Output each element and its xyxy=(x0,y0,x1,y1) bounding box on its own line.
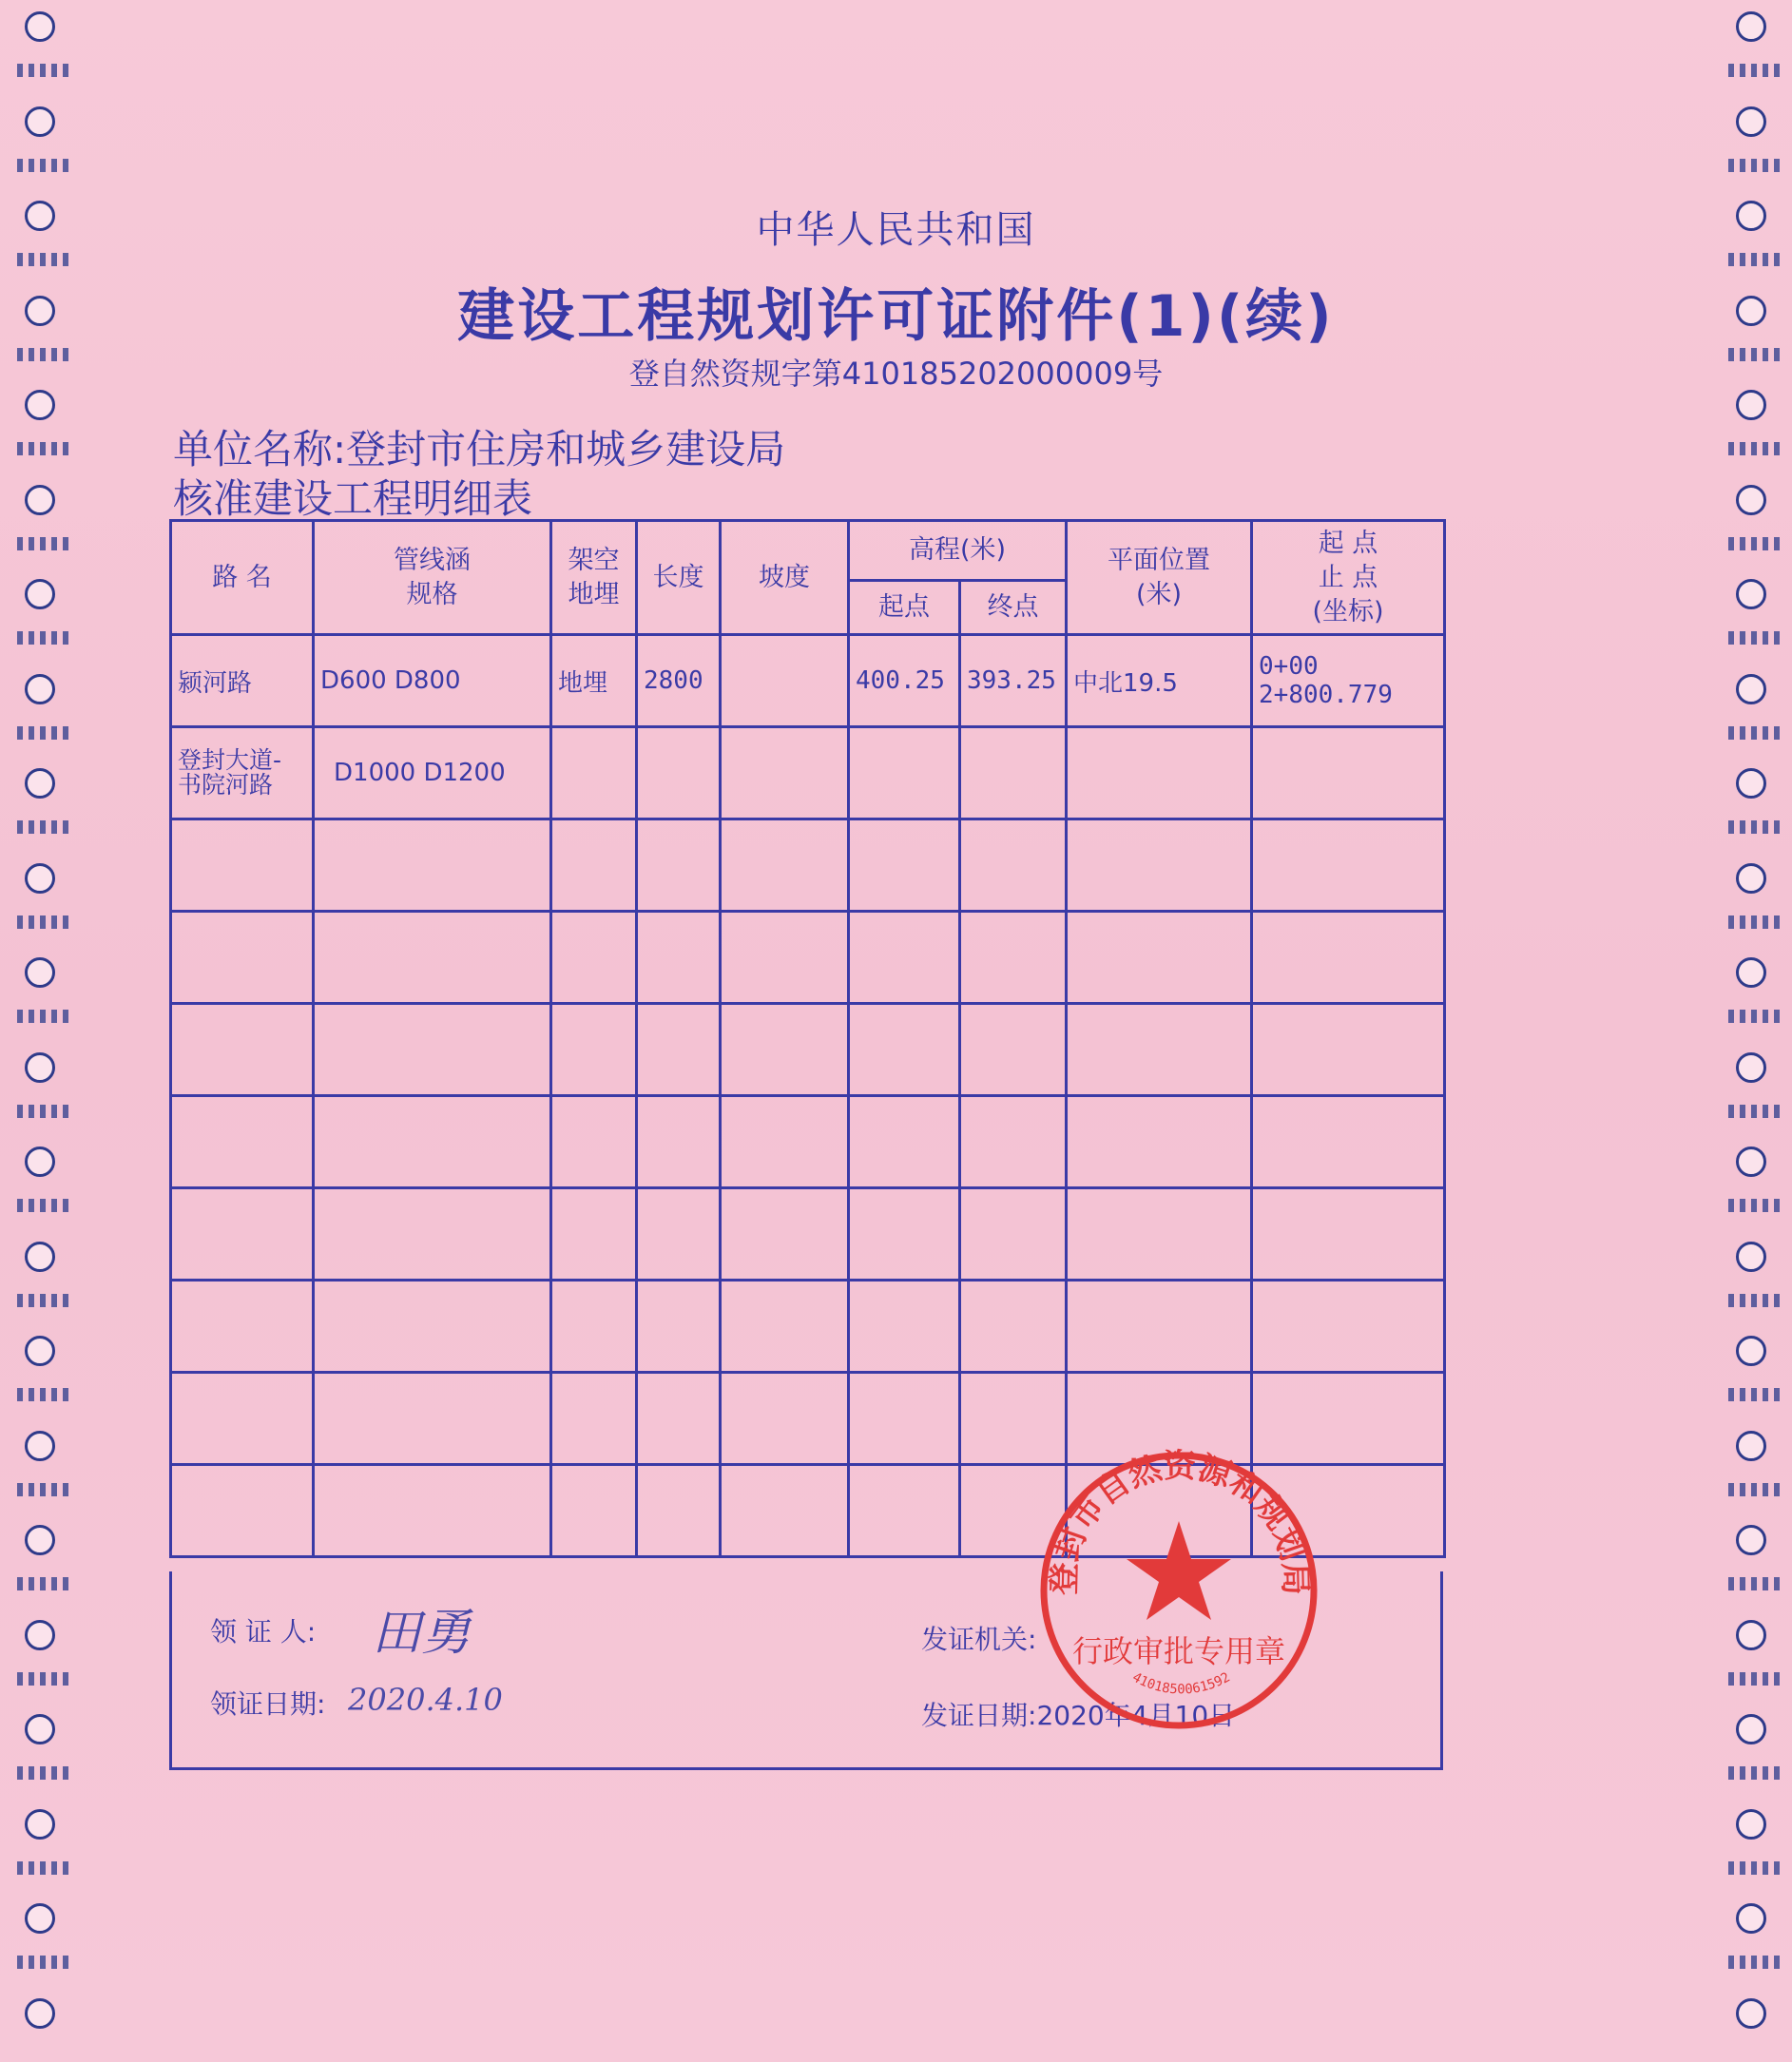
feed-hole xyxy=(1736,1242,1766,1272)
cell-empty xyxy=(1067,1096,1252,1188)
header-laying-line1: 架空 xyxy=(568,545,620,575)
feed-hole xyxy=(25,579,55,609)
feed-hole xyxy=(25,674,55,704)
cell-empty xyxy=(314,1281,551,1373)
feed-hole xyxy=(1736,1714,1766,1744)
cell-empty xyxy=(171,1281,314,1373)
header-spec-line2: 规格 xyxy=(406,579,458,609)
feed-hole xyxy=(25,768,55,799)
cell-spec: D600 D800 xyxy=(314,635,551,727)
perforation-mark xyxy=(17,159,74,172)
perforation-mark xyxy=(1728,726,1785,740)
perforation-mark xyxy=(1728,1956,1785,1969)
cell-empty xyxy=(551,819,637,912)
header-coordinates xyxy=(1252,521,1445,635)
seal-code: 4101850061592 xyxy=(1129,1669,1233,1698)
header-slope: 坡度 xyxy=(721,521,849,635)
feed-hole xyxy=(25,106,55,137)
cell-empty xyxy=(171,1188,314,1281)
table-row xyxy=(171,635,1445,727)
perforation-mark xyxy=(17,915,74,929)
cell-empty xyxy=(721,819,849,912)
cell-empty xyxy=(960,912,1067,1004)
header-row xyxy=(171,521,1445,581)
cell-elev-end: 393.25 xyxy=(960,635,1067,727)
perforation-mark xyxy=(17,1294,74,1307)
feed-hole xyxy=(1736,1903,1766,1934)
cell-empty xyxy=(960,1281,1067,1373)
table-row-empty xyxy=(171,1188,1445,1281)
unit-name: 登封市住房和城乡建设局 xyxy=(346,426,786,472)
feed-hole xyxy=(25,485,55,515)
cell-empty xyxy=(314,1188,551,1281)
perforation-mark xyxy=(17,1105,74,1118)
cell-empty xyxy=(171,1096,314,1188)
cell-empty xyxy=(1252,912,1445,1004)
feed-hole xyxy=(1736,579,1766,609)
perforation-mark xyxy=(1728,1766,1785,1780)
cell-coordinates xyxy=(1252,635,1445,727)
cell-empty xyxy=(551,1004,637,1096)
cell-coord-start: 0+00 xyxy=(1259,652,1319,681)
perforation-mark xyxy=(17,64,74,77)
cell-empty xyxy=(849,1188,960,1281)
cell-empty xyxy=(314,1465,551,1557)
cell-empty xyxy=(1067,912,1252,1004)
feed-hole xyxy=(1736,863,1766,894)
feed-hole xyxy=(1736,390,1766,420)
cell-empty xyxy=(960,727,1067,819)
perforation-mark xyxy=(17,1861,74,1875)
feed-hole xyxy=(1736,1809,1766,1840)
cell-empty xyxy=(849,1465,960,1557)
issue-date-label-text: 发证日期: xyxy=(921,1700,1037,1731)
cell-empty xyxy=(171,819,314,912)
perforation-mark xyxy=(17,442,74,455)
cell-empty xyxy=(960,819,1067,912)
perforation-mark xyxy=(17,631,74,645)
header-coord-line1: 起 点 xyxy=(1318,528,1378,558)
unit-name-line xyxy=(173,418,785,475)
cell-empty xyxy=(551,1188,637,1281)
header-road: 路 名 xyxy=(171,521,314,635)
header-elev-start: 起点 xyxy=(849,581,960,635)
feed-hole xyxy=(1736,1147,1766,1177)
issue-date: 2020年4月10日 xyxy=(1036,1700,1236,1731)
cell-empty xyxy=(721,912,849,1004)
cell-empty xyxy=(1252,1004,1445,1096)
perforation-mark xyxy=(1728,820,1785,834)
perforation-mark xyxy=(17,726,74,740)
feed-hole xyxy=(1736,106,1766,137)
perforation-mark xyxy=(17,253,74,266)
feed-hole xyxy=(1736,674,1766,704)
cell-empty xyxy=(1252,819,1445,912)
cell-empty xyxy=(849,1281,960,1373)
feed-hole xyxy=(25,1525,55,1555)
perforation-mark xyxy=(1728,1577,1785,1590)
cell-empty xyxy=(1067,819,1252,912)
cell-coord-end: 2+800.779 xyxy=(1259,681,1393,709)
feed-hole xyxy=(25,1052,55,1083)
header-position-line2: (米) xyxy=(1135,579,1183,609)
feed-hole xyxy=(25,1242,55,1272)
header-laying-line2: 地埋 xyxy=(568,579,620,609)
perforation-mark xyxy=(17,1199,74,1212)
cell-empty xyxy=(849,1004,960,1096)
cell-empty xyxy=(637,1004,721,1096)
feed-hole xyxy=(25,1620,55,1650)
cell-empty xyxy=(171,1465,314,1557)
feed-hole xyxy=(25,1714,55,1744)
feed-hole xyxy=(25,1998,55,2029)
feed-hole xyxy=(1736,1052,1766,1083)
receiver-label: 领 证 人: xyxy=(210,1616,317,1648)
cell-empty xyxy=(314,1373,551,1465)
perforation-mark xyxy=(17,1956,74,1969)
cell-empty xyxy=(314,912,551,1004)
feed-hole xyxy=(25,1809,55,1840)
cell-empty xyxy=(721,1096,849,1188)
cell-empty xyxy=(637,1281,721,1373)
feed-hole xyxy=(1736,1336,1766,1366)
cell-spec: D1000 D1200 xyxy=(314,727,551,819)
unit-label: 单位名称: xyxy=(173,426,347,472)
header-elev-end: 终点 xyxy=(960,581,1067,635)
header-coord-line3: (坐标) xyxy=(1312,596,1384,626)
cell-road xyxy=(171,727,314,819)
feed-hole xyxy=(1736,1431,1766,1461)
cell-road-line2: 书院河路 xyxy=(178,771,274,799)
cell-empty xyxy=(849,1096,960,1188)
perforation-mark xyxy=(17,1577,74,1590)
feed-hole xyxy=(1736,1998,1766,2029)
cell-slope xyxy=(721,635,849,727)
feed-hole xyxy=(25,957,55,988)
official-seal xyxy=(1031,1443,1326,1738)
detail-table-title: 核准建设工程明细表 xyxy=(173,475,533,522)
table-row-empty xyxy=(171,819,1445,912)
cell-elev-start: 400.25 xyxy=(849,635,960,727)
cell-empty xyxy=(637,1465,721,1557)
cell-empty xyxy=(1252,1281,1445,1373)
feed-hole xyxy=(1736,1525,1766,1555)
table-row xyxy=(171,727,1445,819)
cell-empty xyxy=(637,1096,721,1188)
cell-empty xyxy=(721,1281,849,1373)
cell-empty xyxy=(171,1004,314,1096)
header-coord-line2: 止 点 xyxy=(1318,562,1378,592)
seal-purpose: 行政审批专用章 xyxy=(1071,1633,1286,1669)
cell-empty xyxy=(314,1004,551,1096)
cell-empty xyxy=(721,727,849,819)
cell-empty xyxy=(1067,1188,1252,1281)
cell-road-line1: 登封大道- xyxy=(178,746,282,774)
header-elevation: 高程(米) xyxy=(849,521,1067,581)
feed-hole xyxy=(1736,1620,1766,1650)
perforation-mark xyxy=(1728,537,1785,550)
cell-empty xyxy=(1252,1096,1445,1188)
cell-empty xyxy=(551,1465,637,1557)
cell-empty xyxy=(721,1465,849,1557)
country-heading: 中华人民共和国 xyxy=(756,208,1036,252)
star-icon xyxy=(1127,1521,1231,1620)
cell-empty xyxy=(849,912,960,1004)
cell-empty xyxy=(960,1096,1067,1188)
cell-empty xyxy=(551,912,637,1004)
perforation-mark xyxy=(17,1010,74,1023)
issuer-label: 发证机关: xyxy=(921,1624,1037,1655)
table-row-empty xyxy=(171,1096,1445,1188)
cell-empty xyxy=(1252,1188,1445,1281)
cell-empty xyxy=(1067,1281,1252,1373)
receive-date-label: 领证日期: xyxy=(210,1688,326,1720)
perforation-mark xyxy=(17,1672,74,1686)
cell-empty xyxy=(1067,727,1252,819)
feed-hole xyxy=(25,1903,55,1934)
feed-hole xyxy=(1736,11,1766,42)
perforation-mark xyxy=(1728,442,1785,455)
perforation-mark xyxy=(1728,159,1785,172)
cell-empty xyxy=(721,1188,849,1281)
perforation-mark xyxy=(1728,253,1785,266)
seal-code-text xyxy=(1129,1669,1232,1697)
perforation-mark xyxy=(1728,631,1785,645)
perforation-mark xyxy=(1728,1388,1785,1401)
cell-empty xyxy=(849,819,960,912)
cell-empty xyxy=(721,1004,849,1096)
cell-empty xyxy=(1252,727,1445,819)
perforation-mark xyxy=(1728,1672,1785,1686)
header-length: 长度 xyxy=(637,521,721,635)
cell-empty xyxy=(551,1096,637,1188)
cell-laying: 地埋 xyxy=(551,635,637,727)
cell-empty xyxy=(1067,1004,1252,1096)
table-row-empty xyxy=(171,1281,1445,1373)
feed-hole xyxy=(25,1147,55,1177)
cell-length: 2800 xyxy=(637,635,721,727)
seal-org: 登封市自然资源和规划局 xyxy=(1045,1447,1315,1596)
feed-hole xyxy=(25,11,55,42)
feed-hole xyxy=(1736,485,1766,515)
perforation-mark xyxy=(1728,1010,1785,1023)
perforation-mark xyxy=(17,537,74,550)
feed-hole xyxy=(1736,768,1766,799)
cell-empty xyxy=(551,1373,637,1465)
cell-empty xyxy=(849,727,960,819)
document-number: 登自然资规字第410185202000009号 xyxy=(628,356,1164,392)
perforation-mark xyxy=(1728,1861,1785,1875)
cell-road: 颍河路 xyxy=(171,635,314,727)
cell-empty xyxy=(637,1373,721,1465)
perforation-mark xyxy=(1728,1105,1785,1118)
feed-hole xyxy=(25,390,55,420)
cell-empty xyxy=(960,1004,1067,1096)
cell-empty xyxy=(721,1373,849,1465)
permit-title: 建设工程规划许可证附件(1)(续) xyxy=(457,283,1335,350)
receiver-signature: 田勇 xyxy=(372,1605,472,1662)
perforation-mark xyxy=(17,1483,74,1496)
project-detail-table xyxy=(169,519,1446,1558)
header-spec xyxy=(314,521,551,635)
perforation-mark xyxy=(1728,1483,1785,1496)
cell-empty xyxy=(551,727,637,819)
perforation-mark xyxy=(17,820,74,834)
header-position xyxy=(1067,521,1252,635)
cell-empty xyxy=(960,1188,1067,1281)
header-spec-line1: 管线涵 xyxy=(394,545,471,575)
feed-hole xyxy=(25,1336,55,1366)
receive-date: 2020.4.10 xyxy=(348,1682,503,1718)
feed-hole xyxy=(1736,957,1766,988)
cell-empty xyxy=(637,819,721,912)
cell-empty xyxy=(314,819,551,912)
perforation-mark xyxy=(17,1388,74,1401)
cell-empty xyxy=(637,1188,721,1281)
perforation-mark xyxy=(17,1766,74,1780)
cell-empty xyxy=(171,1373,314,1465)
feed-hole xyxy=(25,863,55,894)
cell-position: 中北19.5 xyxy=(1067,635,1252,727)
cell-empty xyxy=(551,1281,637,1373)
perforation-mark xyxy=(1728,1199,1785,1212)
table-row-empty xyxy=(171,912,1445,1004)
cell-empty xyxy=(314,1096,551,1188)
feed-hole xyxy=(25,1431,55,1461)
cell-empty xyxy=(171,912,314,1004)
perforation-mark xyxy=(1728,1294,1785,1307)
header-laying xyxy=(551,521,637,635)
cell-empty xyxy=(637,727,721,819)
header-position-line1: 平面位置 xyxy=(1108,545,1211,575)
table-row-empty xyxy=(171,1004,1445,1096)
cell-empty xyxy=(637,912,721,1004)
cell-empty xyxy=(849,1373,960,1465)
perforation-mark xyxy=(1728,915,1785,929)
perforation-mark xyxy=(1728,64,1785,77)
